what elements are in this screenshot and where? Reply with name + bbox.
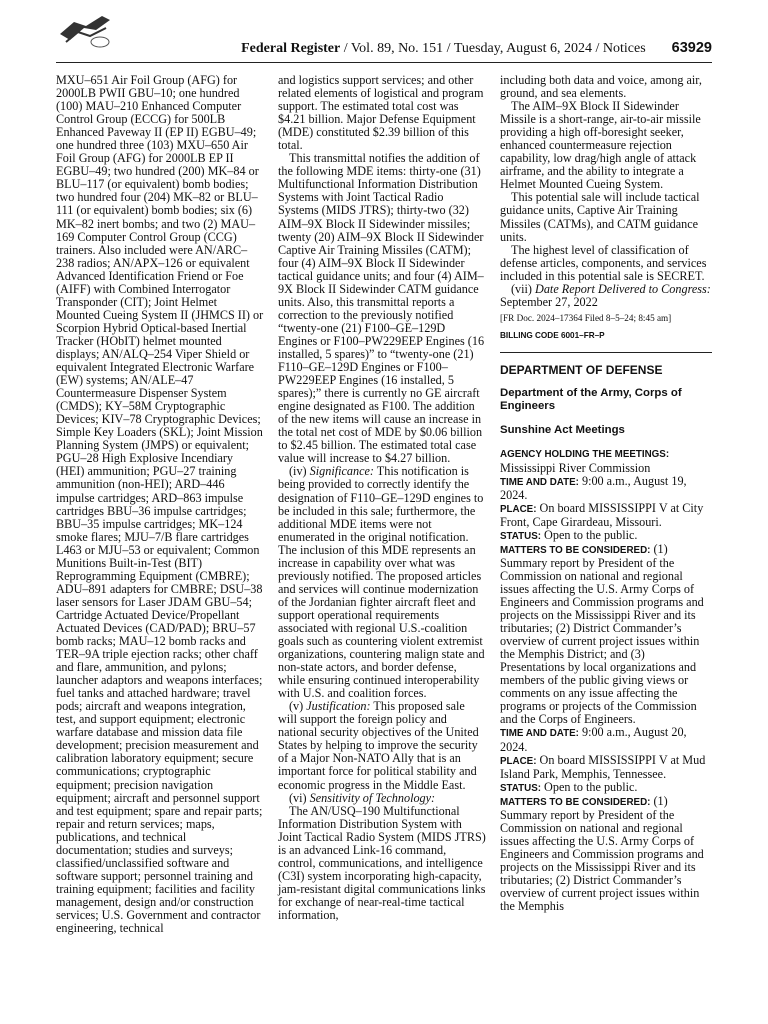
item-heading: Sensitivity of Technology: [309,790,436,805]
field-value: (1) Summary report by President of the Commission on national and regional issues affecting the U.S. Army Corps of Engineers and Commission programs and projects on the Mississippi River and its tributaries; (2) District Commander’s overview of current project issues within the Memphis District; and (3) Presentations by local organizations and members of the public giving views or comments on any issue affecting the programs or projects of the Commission and the Corps of Engineers. [500,541,704,727]
paragraph-sensitivity [278,792,486,805]
field-value: Open to the public. [541,527,638,542]
paragraph: The AIM–9X Block II Sidewinder Missile is a short-range, air-to-air missile providing a high off-boresight seeker, enhanced countermeasure rejection capability, low drag/high angle of attack airframe, and the ability to integrate a Helmet Mounted Cueing System. [500,99,701,192]
field-value: On board MISSISSIPPI V at City Front, Cape Girardeau, Missouri. [500,500,704,529]
status-entry [500,781,712,795]
field-value: 9:00 a.m., August 19, 2024. [500,473,687,502]
paragraph-date-delivered [500,283,712,309]
paragraph: This potential sale will include tactical guidance units, Captive Air Training Missiles (CATMs), and CATM guidance units. [500,190,700,244]
matters-entry [500,543,712,727]
paragraph-justification [278,700,486,791]
paragraph: MXU–651 Air Foil Group (AFG) for 2000LB PWII GBU–10; one hundred (100) MAU–210 Enhanced Computer Control Group (ECCG) for 500LB Enhanced Paveway II (EP II) EGBU–49; one hundred three (103) MXU–650 Air Foil Group (AFG) for 2000LB EP II EGBU–49; two hundred (200) MK–84 or BLU–117 (or equivalent) bomb bodies; two hundred four (204) MK–82 or BLU–111 (or equivalent) bomb bodies; six (6) MK–82 inert bombs; and two (2) MAU–169 Computer Control Group (CCG) trainers. Also included were AN/ARC–238 radios; AN/APX–126 or equivalent Advanced Identification Friend or Foe (AIFF) with Combined Interrogator Transponder (CIT); Joint Helmet Mounted Cueing System II (JHMCS II) or Scorpion Hybrid Optical-based Inertial Tracker (HObIT) helmet mounted displays; AN/ALQ–254 Viper Shield or equivalent Integrated Electronic Warfare (EW) systems; AN/ALE–47 Countermeasure Dispenser System (CMDS); KY–58M Cryptographic Devices; KIV–78 Cryptographic Devices; Simple Key Loaders (SKL); Joint Mission Planning System (JMPS) or equivalent; PGU–28 High Explosive Incendiary (HEI) ammunition; PGU–27 training ammunition (non-HEI); ARD–446 impulse cartridges; ARD–863 impulse cartridges BBU–36 impulse cartridges; BBU–35 impulse cartridges; MK–124 smoke flares; MJU–7/B flare cartridges L463 or MJU–53 or equivalent; Common Munitions Built-in-Test (BIT) Reprogramming Equipment (CMBRE); ADU–891 adapters for CMBRE; DSU–38 laser sensors for Laser JDAM GBU–54; Cartridge Actuated Device/Propellant Actuated Devices (CAD/PAD); BRU–57 bomb racks; MAU–12 bomb racks and TER–9A triple ejection racks; other chaff and flare, ammunition, and pylons; launcher adaptors and weapons interfaces; fuel tanks and attached hardware; travel pods; aircraft and weapons integration, test, and support equipment; electronic warfare database and mission data file development; precision measurement and calibration laboratory equipment; secure communications; cryptographic equipment; precision navigation equipment; aircraft and personnel support and test equipment; spare and repair parts; repair and return services; maps, publications, and technical documentation; studies and surveys; classified/unclassified software and software support; personnel training and training equipment; facilities and facility management, design and/or construction services; U.S. Government and contractor engineering, technical [56,73,264,936]
billing-code: BILLING CODE 6001–FR–P [500,330,605,340]
field-value: On board MISSISSIPPI V at Mud Island Park, Memphis, Tennessee. [500,752,706,781]
item-heading: Justification: [306,699,371,714]
status-entry [500,529,712,543]
field-label: STATUS: [500,530,541,542]
paragraph-significance [278,465,486,700]
paragraph: The AN/USQ–190 Multifunctional Information Distribution System with Joint Tactical Radio System (MIDS JTRS) is an advanced Link-16 command, control, communications, and intelligence (C3I) system incorporating high-capacity, jam-resistant digital communications links for exchange of near-real-time tactical information, [278,803,486,922]
column-2 [278,74,486,922]
paragraph: This transmittal notifies the addition of the following MDE items: thirty-one (31) Multifunctional Information Distribution Systems with Joint Tactical Radio Systems (MIDS JTRS); thirty-two (32) AIM–9X Block II Sidewinder missiles; twenty (20) AIM–9X Block II Sidewinder Captive Air Training Missiles (CATM); four (4) AIM–9X Block II Sidewinder tactical guidance units; and four (4) AIM–9X Block II Sidewinder CATM guidance units. Also, this transmittal reports a correction to the previously notified “twenty-one (21) F100–GE–129D Engines or F100–PW229EEP Engines (16 installed, 5 spares)” to “twenty-one (21) F110–GE–129D Engines or F100–PW229EEP Engines (16 installed, 5 spares);” there is currently no GE aircraft engine designated as F100. The addition of the new items will cause an increase in the total net cost of MDE by $0.06 billion to $2.45 billion. The estimated total case value will increase to $4.27 billion. [278,151,485,466]
item-text: September 27, 2022 [500,294,598,309]
field-label: PLACE: [500,755,537,767]
item-label: (vi) [289,790,310,805]
publication-title: Federal Register [241,41,341,56]
header-rule [56,62,712,63]
fr-doc-line: [FR Doc. 2024–17364 Filed 8–5–24; 8:45 am] [500,312,672,323]
item-heading: Significance: [309,464,374,479]
item-label: (iv) [289,464,310,479]
issue-info: / Vol. 89, No. 151 / Tuesday, August 6, 2024 / Notices [340,41,646,56]
field-label: PLACE: [500,503,537,515]
section-rule [500,352,712,353]
field-label: STATUS: [500,782,541,794]
item-heading: Date Report Delivered to Congress: [535,281,711,296]
item-text: This notification is being provided to correctly identify the designation of F110–GE–129D engines to be included in this sale; furthermore, the additional MDE items were not enumerated in the original notification. The inclusion of this MDE represents an increase in capability over what was previously notified. The proposed articles and services will continue modernization of the Jordanian fighter aircraft fleet and support operational requirements associated with regional U.S.-coalition goals such as countering violent extremist organizations, countering malign state and non-state actors, and border defense, while ensuring continued interoperability with U.S. and coalition forces. [278,464,485,701]
column-1 [56,74,264,935]
field-value: (1) Summary report by President of the Commission on national and regional issues affecting the U.S. Army Corps of Engineers and Commission programs and projects on the Mississippi River and its tributaries; (2) District Commander’s overview of current project issues within the Memphis [500,793,704,914]
field-label: MATTERS TO BE CONSIDERED: [500,796,651,808]
time-date-entry [500,475,712,502]
agency-entry [500,447,712,474]
field-label: AGENCY HOLDING THE MEETINGS: [500,449,670,461]
running-head [241,40,712,57]
item-text: This proposed sale will support the foreign policy and national security objectives of the United States by helping to improve the security of a Major Non-NATO Ally that is an important force for political stability and economic progress in the Middle East. [278,699,479,792]
page-header [56,6,712,60]
matters-entry [500,795,712,913]
paragraph: and logistics support services; and other related elements of logistical and program support. The estimated total cost was $4.21 billion. Major Defense Equipment (MDE) constituted $2.39 billion of this total. [278,73,484,153]
field-value: Mississippi River Commission [500,460,651,475]
gpo-authentication-logo [56,12,114,50]
department-heading: DEPARTMENT OF DEFENSE [500,362,663,377]
place-entry [500,502,712,529]
column-3 [500,74,712,913]
place-entry [500,754,712,781]
agency-heading: Department of the Army, Corps of Engineers [500,386,682,413]
paragraph: The highest level of classification of defense articles, components, and services included in this potential sale is SECRET. [500,242,707,283]
item-label: (v) [289,699,307,714]
item-label: (vii) [511,281,536,296]
field-value: 9:00 a.m., August 20, 2024. [500,725,687,754]
field-label: TIME AND DATE: [500,476,579,488]
page-number: 63929 [671,40,712,56]
time-date-entry [500,726,712,753]
field-label: MATTERS TO BE CONSIDERED: [500,544,651,556]
paragraph: including both data and voice, among air, ground, and sea elements. [500,73,702,101]
field-value: Open to the public. [541,779,638,794]
field-label: TIME AND DATE: [500,728,579,740]
document-title: Sunshine Act Meetings [500,423,625,436]
